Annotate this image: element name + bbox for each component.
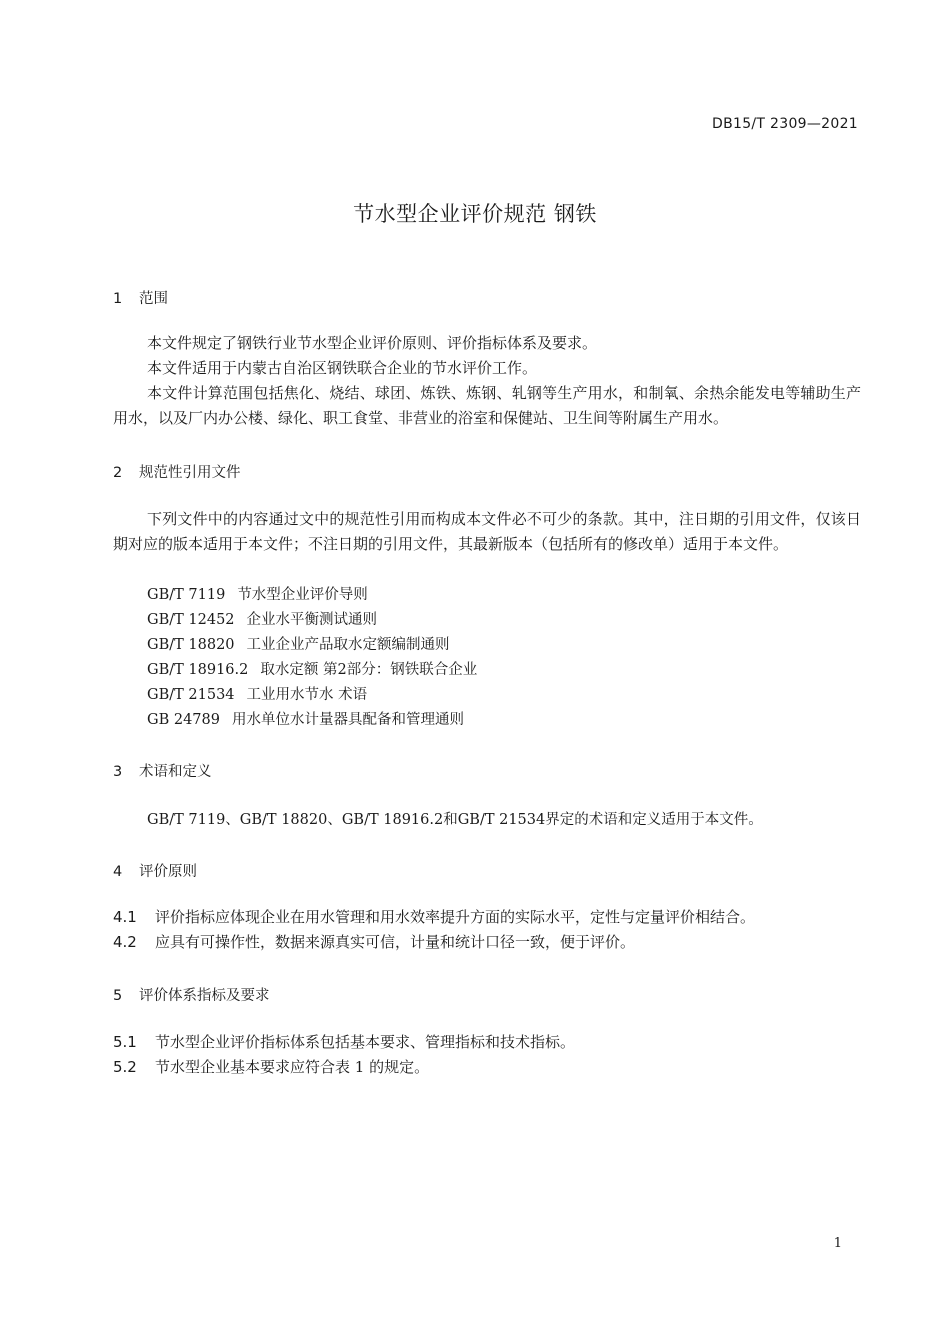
section-number: 1 [113,291,123,307]
document-title: 节水型企业评价规范 钢铁 [353,202,597,226]
reference-item [147,683,367,704]
reference-code: GB/T 18820 [147,637,235,653]
reference-title: 工业企业产品取水定额编制通则 [246,637,450,653]
reference-title: 工业用水节水 术语 [246,687,368,703]
reference-code: GB 24789 [147,712,220,728]
reference-item [147,583,368,604]
reference-item [147,658,477,679]
section-number: 5 [113,988,123,1004]
reference-item [147,708,464,729]
paragraph: 下列文件中的内容通过文中的规范性引用而构成本文件必不可少的条款。其中，注日期的引用文件，仅该日期对应的版本适用于本文件；不注日期的引用文件，其最新版本（包括所有的修改单）适用于本文件。 [113,510,861,553]
section-title: 范围 [139,291,168,307]
reference-code: GB/T 7119 [147,587,226,603]
clause [113,931,635,952]
section-2-heading [113,461,241,482]
reference-code: GB/T 12452 [147,612,235,628]
section-title: 规范性引用文件 [139,465,241,481]
section-5-heading [113,984,270,1005]
section-number: 3 [113,764,123,780]
reference-title: 企业水平衡测试通则 [246,612,378,628]
paragraph: 本文件计算范围包括焦化、烧结、球团、炼铁、炼钢、轧钢等生产用水，和制氧、余热余能发电等辅助生产用水，以及厂内办公楼、绿化、职工食堂、非营业的浴室和保健站、卫生间等附属生产用水。 [113,384,861,427]
clause-text: 评价指标应体现企业在用水管理和用水效率提升方面的实际水平，定性与定量评价相结合。 [155,908,756,926]
reference-item [147,608,377,629]
clause [113,1056,429,1077]
clause-number: 5.1 [113,1033,137,1051]
clause [113,1031,575,1052]
section-title: 评价体系指标及要求 [139,988,270,1004]
section-number: 2 [113,465,123,481]
reference-title: 取水定额 第2部分：钢铁联合企业 [260,662,478,678]
standard-code: DB15/T 2309—2021 [712,116,858,132]
clause [113,906,755,927]
paragraph: 本文件规定了钢铁行业节水型企业评价原则、评价指标体系及要求。 [147,334,598,352]
clause-text: 应具有可操作性，数据来源真实可信，计量和统计口径一致，便于评价。 [155,933,636,951]
clause-number: 4.1 [113,908,137,926]
reference-title: 节水型企业评价导则 [237,587,368,603]
reference-code: GB/T 18916.2 [147,662,249,678]
section-number: 4 [113,864,123,880]
section-3-heading [113,760,212,781]
reference-title: 用水单位水计量器具配备和管理通则 [231,712,464,728]
clause-text: 节水型企业评价指标体系包括基本要求、管理指标和技术指标。 [155,1033,576,1051]
paragraph: 本文件适用于内蒙古自治区钢铁联合企业的节水评价工作。 [147,359,538,377]
reference-code: GB/T 21534 [147,687,235,703]
section-4-heading [113,860,197,881]
page-number: 1 [833,1236,842,1251]
clause-number: 5.2 [113,1058,137,1076]
reference-item [147,633,450,654]
clause-number: 4.2 [113,933,137,951]
section-1-heading [113,287,168,308]
paragraph: GB/T 7119、GB/T 18820、GB/T 18916.2和GB/T 21534界定的术语和定义适用于本文件。 [147,812,763,828]
clause-text: 节水型企业基本要求应符合表 1 的规定。 [155,1058,430,1076]
section-title: 术语和定义 [139,764,212,780]
section-title: 评价原则 [139,864,197,880]
